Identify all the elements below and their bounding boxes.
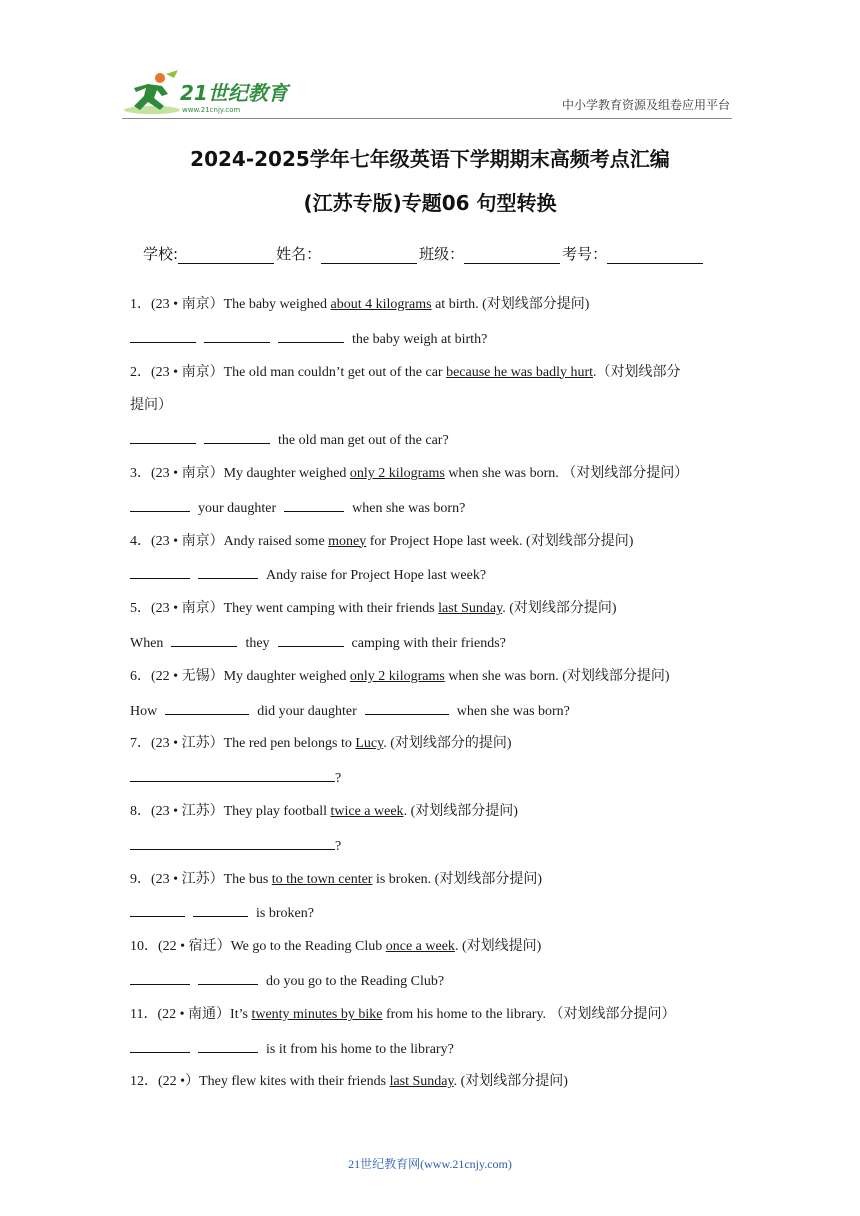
school-field: [143, 243, 276, 264]
question-1: [130, 294, 735, 362]
class-field: [419, 243, 562, 264]
platform-name: 中小学教育资源及组卷应用平台: [561, 98, 730, 112]
answer-line: ?: [130, 767, 735, 801]
question-text: 2．(23 • 南京）The old man couldn’t get out of the car because he was badly hurt.（对划线部分: [130, 364, 681, 380]
question-text: 8．(23 • 江苏）They play football twice a week. (对划线部分提问): [130, 803, 518, 819]
page-header: [0, 0, 860, 125]
student-info-row: [143, 243, 705, 264]
question-text: 5．(23 • 南京）They went camping with their friends last Sunday. (对划线部分提问): [130, 601, 617, 617]
question-text: 7．(23 • 江苏）The red pen belongs to Lucy. (对划线部分的提问): [130, 736, 512, 752]
answer-line: the old man get out of the car?: [130, 429, 735, 463]
exam-number-field: [562, 243, 705, 264]
document-subtitle: (江苏专版)专题06 句型转换: [303, 191, 557, 215]
answer-line: the baby weigh at birth?: [130, 328, 735, 362]
school-label: 学校:: [143, 245, 179, 263]
exam-number-blank: [607, 247, 703, 264]
question-list: [130, 294, 735, 1105]
question-3: [130, 463, 735, 531]
question-7: [130, 733, 735, 801]
question-9: [130, 869, 735, 937]
question-text: 11．(22 • 南通）It’s twenty minutes by bike from his home to the library. （对划线部分提问）: [130, 1006, 676, 1022]
question-12: [130, 1071, 735, 1105]
question-2: [130, 362, 735, 463]
question-text: 10．(22 • 宿迁）We go to the Reading Club once a week. (对划线提问): [130, 939, 542, 955]
question-6: [130, 666, 735, 734]
question-text: 3．(23 • 南京）My daughter weighed only 2 kilograms when she was born. （对划线部分提问）: [130, 465, 689, 481]
answer-line: How did your daughter when she was born?: [130, 700, 735, 734]
question-text: 1．(23 • 南京）The baby weighed about 4 kilograms at birth. (对划线部分提问): [130, 297, 590, 312]
svg-text:21世纪教育: 21世纪教育: [180, 81, 288, 105]
question-5: [130, 598, 735, 666]
question-10: [130, 936, 735, 1004]
question-8: [130, 801, 735, 869]
question-11: [130, 1004, 735, 1072]
answer-line: When they camping with their friends?: [130, 632, 735, 666]
answer-line: do you go to the Reading Club?: [130, 970, 735, 1004]
page-footer[interactable]: 21世纪教育网(www.21cnjy.com): [348, 1157, 512, 1171]
svg-text:www.21cnjy.com: www.21cnjy.com: [182, 106, 241, 114]
exam-number-label: 考号：: [562, 245, 608, 263]
question-text: 4．(23 • 南京）Andy raised some money for Project Hope last week. (对划线部分提问): [130, 533, 634, 549]
answer-line: is it from his home to the library?: [130, 1038, 735, 1072]
name-blank: [321, 247, 417, 264]
name-label: 姓名：: [276, 245, 322, 263]
question-text: 9．(23 • 江苏）The bus to the town center is broken. (对划线部分提问): [130, 871, 543, 887]
question-text: 6．(22 • 无锡）My daughter weighed only 2 kilograms when she was born. (对划线部分提问): [130, 668, 670, 684]
question-text-cont: 提问）: [130, 398, 172, 414]
logo: [122, 70, 292, 116]
school-blank: [178, 247, 274, 264]
class-blank: [464, 247, 560, 264]
runner-logo-icon: [122, 70, 292, 116]
header-divider: [122, 118, 732, 119]
class-label: 班级：: [419, 245, 465, 263]
answer-line: is broken?: [130, 902, 735, 936]
name-field: [276, 243, 419, 264]
answer-line: Andy raise for Project Hope last week?: [130, 564, 735, 598]
question-4: [130, 531, 735, 599]
question-text: 12．(22 •）They flew kites with their friends last Sunday. (对划线部分提问): [130, 1074, 568, 1090]
answer-line: ?: [130, 835, 735, 869]
document-title: 2024-2025学年七年级英语下学期期末高频考点汇编: [190, 147, 670, 171]
answer-line: your daughter when she was born?: [130, 497, 735, 531]
